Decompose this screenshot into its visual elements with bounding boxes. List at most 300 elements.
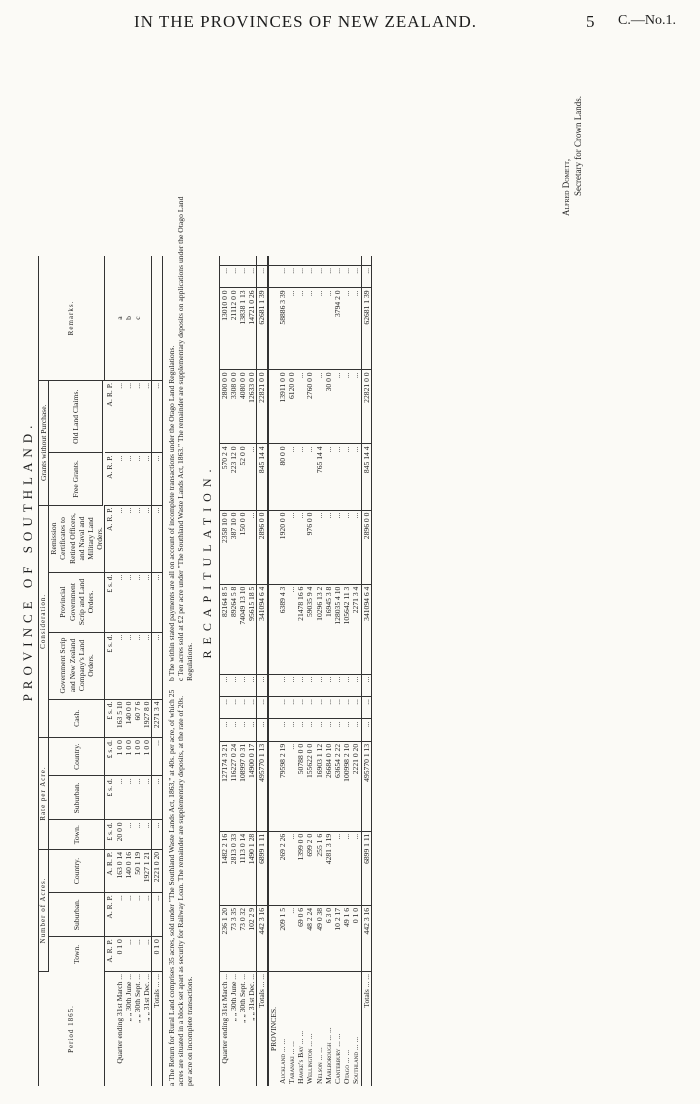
- value-cell: ...: [142, 632, 152, 699]
- value-cell: 1113 0 14: [238, 831, 247, 905]
- value-cell: ...: [133, 505, 142, 572]
- value-cell: ...: [361, 697, 371, 719]
- value-cell: 48 2 24: [305, 905, 314, 971]
- value-cell: ...: [229, 719, 238, 741]
- col-remarks: Remarks.: [39, 256, 105, 381]
- value-cell: 105642 11 3: [342, 584, 351, 674]
- value-cell: 495770 1 13: [257, 741, 268, 831]
- value-cell: ...: [296, 444, 305, 510]
- group-consideration: Consideration.: [39, 505, 49, 738]
- value-cell: ...: [333, 697, 342, 719]
- value-cell: [324, 256, 333, 266]
- total-cell: ...: [152, 505, 162, 572]
- province-name: Marlborough ... ...: [323, 1027, 333, 1084]
- col-rate-country: Country.: [49, 738, 105, 776]
- value-cell: 255 1 6: [315, 831, 324, 905]
- blank-cell: [268, 719, 278, 741]
- value-cell: ...: [278, 697, 287, 719]
- period-cell: Totals ... ...: [361, 972, 371, 1087]
- value-cell: ...: [342, 266, 351, 288]
- value-cell: [361, 256, 371, 266]
- recap-row: [229, 256, 238, 1086]
- value-cell: ...: [296, 370, 305, 444]
- value-cell: ...: [142, 572, 152, 632]
- province-row: [296, 256, 305, 1086]
- recap-totals-row: [257, 256, 268, 1086]
- value-cell: 22821 0 0: [257, 370, 268, 444]
- value-cell: 2813 0 33: [229, 831, 238, 905]
- value-cell: ...: [351, 510, 361, 584]
- value-cell: 20 0 0: [115, 820, 124, 849]
- units-row: [105, 256, 115, 1086]
- value-cell: 2760 0 0: [305, 370, 314, 444]
- remark-cell: b: [124, 256, 133, 381]
- total-cell: 0 1 0: [152, 937, 162, 972]
- total-cell: ...: [152, 453, 162, 505]
- value-cell: 79598 2 19: [278, 741, 287, 831]
- unit-cell: £ s. d.: [105, 699, 115, 738]
- value-cell: 699 2 0: [305, 831, 314, 905]
- total-cell: ...: [152, 820, 162, 849]
- unit-cell: A. R. P.: [105, 849, 115, 892]
- blank-cell: [268, 741, 278, 831]
- value-cell: ...: [219, 719, 229, 741]
- value-cell: ...: [115, 893, 124, 937]
- period-cell: „ „ 30th June ...: [123, 974, 133, 1022]
- value-cell: ...: [315, 370, 324, 444]
- value-cell: ...: [124, 893, 133, 937]
- value-cell: ...: [315, 719, 324, 741]
- value-cell: 765 14 4: [315, 444, 324, 510]
- blank-cell: [268, 288, 278, 370]
- value-cell: 2358 10 0: [219, 510, 229, 584]
- value-cell: ...: [315, 266, 324, 288]
- period-cell: „ „ 30th June ...: [228, 974, 238, 1022]
- value-cell: 16945 3 8: [324, 584, 333, 674]
- value-cell: 976 0 0: [305, 510, 314, 584]
- signature: [560, 96, 584, 216]
- value-cell: ...: [287, 697, 296, 719]
- value-cell: 570 2 4: [219, 444, 229, 510]
- value-cell: ...: [305, 674, 314, 696]
- value-cell: 341094 6 4: [257, 584, 268, 674]
- value-cell: ...: [287, 741, 296, 831]
- value-cell: 1927 1 21: [142, 849, 152, 892]
- value-cell: ...: [287, 266, 296, 288]
- value-cell: ...: [219, 674, 229, 696]
- value-cell: ...: [115, 381, 124, 453]
- value-cell: 1 0 0: [124, 738, 133, 776]
- value-cell: 102 2 9: [247, 905, 257, 971]
- province-name: Wellington ... ...: [305, 1033, 315, 1084]
- value-cell: ...: [287, 444, 296, 510]
- value-cell: ...: [351, 288, 361, 370]
- value-cell: [278, 256, 287, 266]
- value-cell: 1 0 0: [133, 738, 142, 776]
- value-cell: ...: [333, 831, 342, 905]
- value-cell: 442 3 16: [257, 905, 268, 971]
- value-cell: ...: [287, 510, 296, 584]
- unit-cell: £ s. d.: [105, 632, 115, 699]
- value-cell: ...: [351, 697, 361, 719]
- unit-cell: A. R. P.: [105, 453, 115, 505]
- value-cell: ...: [333, 510, 342, 584]
- value-cell: ...: [342, 674, 351, 696]
- value-cell: ...: [133, 937, 142, 972]
- blank-cell: [268, 831, 278, 905]
- value-cell: 2221 0 20: [351, 741, 361, 831]
- value-cell: ...: [351, 674, 361, 696]
- value-cell: 442 3 16: [361, 905, 371, 971]
- col-cash: Cash.: [49, 699, 105, 738]
- value-cell: 59035 9 4: [305, 584, 314, 674]
- province-name: Southland ... ...: [351, 1036, 361, 1084]
- value-cell: ...: [133, 453, 142, 505]
- totals-label: Totals ... ...: [152, 972, 162, 1087]
- recap-row: [238, 256, 247, 1086]
- value-cell: ...: [124, 937, 133, 972]
- page-number: 5: [586, 12, 595, 31]
- value-cell: 50 1 19: [133, 849, 142, 892]
- page-title: IN THE PROVINCES OF NEW ZEALAND.: [134, 12, 478, 31]
- unit-cell: £ s. d.: [105, 820, 115, 849]
- value-cell: ...: [324, 674, 333, 696]
- value-cell: ...: [219, 266, 229, 288]
- value-cell: ...: [333, 266, 342, 288]
- value-cell: 140 0 0: [124, 699, 133, 738]
- value-cell: 341094 6 4: [361, 584, 371, 674]
- value-cell: ...: [361, 266, 371, 288]
- value-cell: 6899 1 11: [361, 831, 371, 905]
- value-cell: 50788 0 0: [296, 741, 305, 831]
- footnotes: [167, 186, 194, 1086]
- value-cell: 1 0 0: [115, 738, 124, 776]
- value-cell: [219, 256, 229, 266]
- col-suburban: Suburban.: [49, 893, 105, 937]
- value-cell: ...: [142, 381, 152, 453]
- value-cell: 60 7 6: [133, 699, 142, 738]
- southland-table: [38, 256, 163, 1086]
- blank-cell: [268, 584, 278, 674]
- table-row: [133, 256, 142, 1086]
- paper-code: C.—No.1.: [618, 13, 676, 28]
- value-cell: ...: [278, 719, 287, 741]
- value-cell: ...: [229, 697, 238, 719]
- value-cell: 62681 1 39: [361, 288, 371, 370]
- unit-cell: A. R. P.: [105, 505, 115, 572]
- value-cell: ...: [315, 510, 324, 584]
- value-cell: 1490 1 28: [247, 831, 257, 905]
- totals-row: [152, 256, 162, 1086]
- col-town: Town.: [49, 937, 105, 972]
- value-cell: 6899 1 11: [257, 831, 268, 905]
- value-cell: ...: [342, 444, 351, 510]
- value-cell: ...: [342, 831, 351, 905]
- value-cell: ...: [296, 674, 305, 696]
- value-cell: 163 5 10: [115, 699, 124, 738]
- blank-cell: [268, 905, 278, 971]
- col-rate-suburban: Suburban.: [49, 776, 105, 820]
- value-cell: 14900 0 17: [247, 741, 257, 831]
- period-cell: Quarter ending 31st March ...: [114, 974, 124, 1064]
- total-cell: 2271 3 4: [152, 699, 162, 738]
- value-cell: 0 1 0: [351, 905, 361, 971]
- period-cell: „ „ 31st Dec. ...: [142, 974, 152, 1021]
- value-cell: ...: [305, 719, 314, 741]
- province-row: [278, 256, 287, 1086]
- value-cell: [238, 256, 247, 266]
- col-rate-town: Town.: [49, 820, 105, 849]
- value-cell: ...: [115, 505, 124, 572]
- value-cell: 69 0 6: [296, 905, 305, 971]
- value-cell: ...: [342, 288, 351, 370]
- blank-cell: [268, 697, 278, 719]
- blank-cell: [268, 370, 278, 444]
- value-cell: ...: [115, 453, 124, 505]
- value-cell: 80 0 0: [278, 444, 287, 510]
- period-cell: „ „ 31st Dec. ...: [247, 974, 257, 1021]
- value-cell: 52 0 0: [238, 444, 247, 510]
- col-grants: Grants without Purchase.: [39, 381, 49, 506]
- value-cell: 82164 8 5: [219, 584, 229, 674]
- value-cell: ...: [333, 674, 342, 696]
- value-cell: 0 1 0: [115, 937, 124, 972]
- value-cell: 62681 1 39: [257, 288, 268, 370]
- value-cell: ...: [124, 453, 133, 505]
- value-cell: 6 3 0: [324, 905, 333, 971]
- note-bc: [167, 186, 194, 681]
- value-cell: 13911 0 0: [278, 370, 287, 444]
- value-cell: ...: [324, 266, 333, 288]
- value-cell: 4080 0 0: [238, 370, 247, 444]
- value-cell: 21112 0 0: [229, 288, 238, 370]
- signature-name: Alfred Domett,: [561, 158, 571, 216]
- blank-cell: [268, 266, 278, 288]
- value-cell: ...: [324, 510, 333, 584]
- table-row: [124, 256, 133, 1086]
- value-cell: ...: [133, 776, 142, 820]
- total-cell: ...: [152, 893, 162, 937]
- value-cell: 49 1 6: [342, 905, 351, 971]
- total-cell: ...: [152, 776, 162, 820]
- value-cell: ...: [278, 674, 287, 696]
- blank-cell: [268, 674, 278, 696]
- value-cell: 10296 13 2: [315, 584, 324, 674]
- value-cell: ...: [315, 697, 324, 719]
- value-cell: [296, 256, 305, 266]
- value-cell: 10 2 17: [333, 905, 342, 971]
- value-cell: 6120 0 0: [287, 370, 296, 444]
- period-cell: „ „ 30th Sept. ...: [133, 974, 143, 1023]
- value-cell: 73 3 35: [229, 905, 238, 971]
- value-cell: ...: [238, 674, 247, 696]
- province-row: [342, 256, 351, 1086]
- value-cell: ...: [342, 370, 351, 444]
- group-acres: Number of Acres.: [39, 849, 49, 971]
- remark-cell: c: [133, 256, 142, 381]
- value-cell: 108997 0 31: [238, 741, 247, 831]
- value-cell: 26684 0 10: [324, 741, 333, 831]
- unit-blank: [105, 256, 115, 381]
- value-cell: [257, 256, 268, 266]
- value-cell: 89264 5 8: [229, 584, 238, 674]
- unit-cell: A. R. P.: [105, 381, 115, 453]
- value-cell: ...: [342, 719, 351, 741]
- note-c: c Ten acres sold at £2 per acre under "The Southland Waste Lands Act, 1863." The remainder are supplementary deposits on applications under the Otago Land Regulations.: [175, 196, 194, 681]
- value-cell: ...: [133, 632, 142, 699]
- value-cell: ...: [315, 674, 324, 696]
- total-cell: ...: [152, 572, 162, 632]
- value-cell: ...: [287, 831, 296, 905]
- value-cell: 100998 2 10: [342, 741, 351, 831]
- note-a: a The Return for Rural Land comprises 35 acres, sold under "The Southland Waste Lands Act, 1863," at 40s. per acre, of which 25 acres are situated in a block set apart as security for Railway Loan. The remainder are supplementary deposits, at the rate of 20s. per acre on incomplete transactions.: [166, 689, 194, 1086]
- province-name: Hawke's Bay ... ...: [296, 1030, 306, 1084]
- value-cell: ...: [229, 674, 238, 696]
- unit-cell: A. R. P.: [105, 893, 115, 937]
- value-cell: [351, 256, 361, 266]
- unit-cell: £ s. d.: [105, 572, 115, 632]
- blank-cell: [268, 444, 278, 510]
- col-prov-scrip: Provincial Government Scrip and Land Orders.: [49, 572, 105, 632]
- value-cell: 3308 0 0: [229, 370, 238, 444]
- col-free: Free Grants.: [49, 453, 103, 505]
- value-cell: 95615 18 5: [247, 584, 257, 674]
- province-name: Taranaki ... ...: [287, 1041, 297, 1084]
- period-cell: „ „ 30th Sept. ...: [238, 974, 248, 1023]
- recap-table: [219, 256, 372, 1086]
- group-rate: Rate per Acre.: [39, 738, 49, 850]
- value-cell: 30 0 0: [324, 370, 333, 444]
- value-cell: ...: [296, 510, 305, 584]
- value-cell: [247, 256, 257, 266]
- value-cell: ...: [133, 820, 142, 849]
- value-cell: ...: [142, 820, 152, 849]
- value-cell: ...: [287, 288, 296, 370]
- value-cell: 22821 0 0: [361, 370, 371, 444]
- value-cell: 4281 3 19: [324, 831, 333, 905]
- value-cell: ...: [247, 444, 257, 510]
- value-cell: ...: [257, 719, 268, 741]
- signature-role: Secretary for Crown Lands.: [573, 96, 583, 196]
- remark-cell: [142, 256, 152, 381]
- recap-row: [247, 256, 257, 1086]
- value-cell: 163 0 14: [115, 849, 124, 892]
- col-country: Country.: [49, 849, 105, 892]
- value-cell: ...: [296, 719, 305, 741]
- value-cell: ...: [133, 381, 142, 453]
- note-b: b The within stated payments are all on account of incomplete transactions under the Otago Land Regulations.: [166, 345, 176, 681]
- total-cell: 2221 0 20: [152, 849, 162, 892]
- value-cell: 269 2 26: [278, 831, 287, 905]
- value-cell: [342, 256, 351, 266]
- value-cell: 1399 0 0: [296, 831, 305, 905]
- rotated-table-page: [20, 36, 680, 1086]
- value-cell: 1920 0 0: [278, 510, 287, 584]
- value-cell: ...: [247, 510, 257, 584]
- total-cell: ...: [152, 738, 162, 776]
- value-cell: ...: [287, 674, 296, 696]
- value-cell: [315, 256, 324, 266]
- unit-cell: £ s. d.: [105, 738, 115, 776]
- value-cell: ...: [124, 820, 133, 849]
- value-cell: 223 12 0: [229, 444, 238, 510]
- value-cell: 73 0 32: [238, 905, 247, 971]
- province-row: [324, 256, 333, 1086]
- value-cell: 2896 0 0: [257, 510, 268, 584]
- value-cell: 2896 0 0: [361, 510, 371, 584]
- value-cell: ...: [142, 937, 152, 972]
- value-cell: 845 14 4: [361, 444, 371, 510]
- value-cell: ...: [324, 697, 333, 719]
- value-cell: ...: [238, 266, 247, 288]
- value-cell: ...: [296, 697, 305, 719]
- value-cell: ...: [361, 719, 371, 741]
- value-cell: 1482 2 16: [219, 831, 229, 905]
- value-cell: 74049 13 10: [238, 584, 247, 674]
- value-cell: ...: [115, 776, 124, 820]
- value-cell: 13838 1 13: [238, 288, 247, 370]
- province-row: [287, 256, 296, 1086]
- value-cell: 2800 0 0: [219, 370, 229, 444]
- value-cell: ...: [142, 893, 152, 937]
- value-cell: 49 0 38: [315, 905, 324, 971]
- value-cell: ...: [333, 719, 342, 741]
- value-cell: ...: [124, 776, 133, 820]
- province-name: Canterbury ... ...: [333, 1033, 343, 1084]
- province-title: PROVINCE OF SOUTHLAND.: [20, 420, 35, 702]
- value-cell: ...: [315, 288, 324, 370]
- province-row: [351, 256, 361, 1086]
- total-cell: [152, 256, 162, 381]
- value-cell: 6389 4 3: [278, 584, 287, 674]
- value-cell: ...: [219, 697, 229, 719]
- province-name: Otago ... ...: [342, 1049, 352, 1084]
- value-cell: [287, 256, 296, 266]
- value-cell: 116227 0 24: [229, 741, 238, 831]
- value-cell: 3794 2 0: [333, 288, 342, 370]
- value-cell: ...: [247, 697, 257, 719]
- value-cell: ...: [333, 370, 342, 444]
- value-cell: ...: [124, 632, 133, 699]
- col-remission: Remission Certificates to Retired Officers, and Naval and Military Land Orders.: [49, 505, 105, 572]
- value-cell: ...: [351, 719, 361, 741]
- value-cell: 209 1 5: [278, 905, 287, 971]
- value-cell: ...: [296, 266, 305, 288]
- value-cell: ...: [124, 505, 133, 572]
- value-cell: ...: [247, 674, 257, 696]
- value-cell: ...: [287, 719, 296, 741]
- unit-cell: £ s. d.: [105, 776, 115, 820]
- recap-title: RECAPITULATION.: [199, 463, 214, 659]
- value-cell: ...: [257, 674, 268, 696]
- table-row: [142, 256, 152, 1086]
- value-cell: 495770 1 13: [361, 741, 371, 831]
- value-cell: ...: [142, 505, 152, 572]
- value-cell: 21478 16 6: [296, 584, 305, 674]
- value-cell: ...: [238, 719, 247, 741]
- value-cell: 1 0 0: [142, 738, 152, 776]
- value-cell: ...: [342, 697, 351, 719]
- recap-row: [219, 256, 229, 1086]
- value-cell: ...: [351, 831, 361, 905]
- value-cell: 1927 8 0: [142, 699, 152, 738]
- value-cell: 236 1 20: [219, 905, 229, 971]
- value-cell: 140 0 16: [124, 849, 133, 892]
- value-cell: ...: [133, 893, 142, 937]
- value-cell: ...: [287, 584, 296, 674]
- remark-cell: a: [115, 256, 124, 381]
- value-cell: ...: [296, 288, 305, 370]
